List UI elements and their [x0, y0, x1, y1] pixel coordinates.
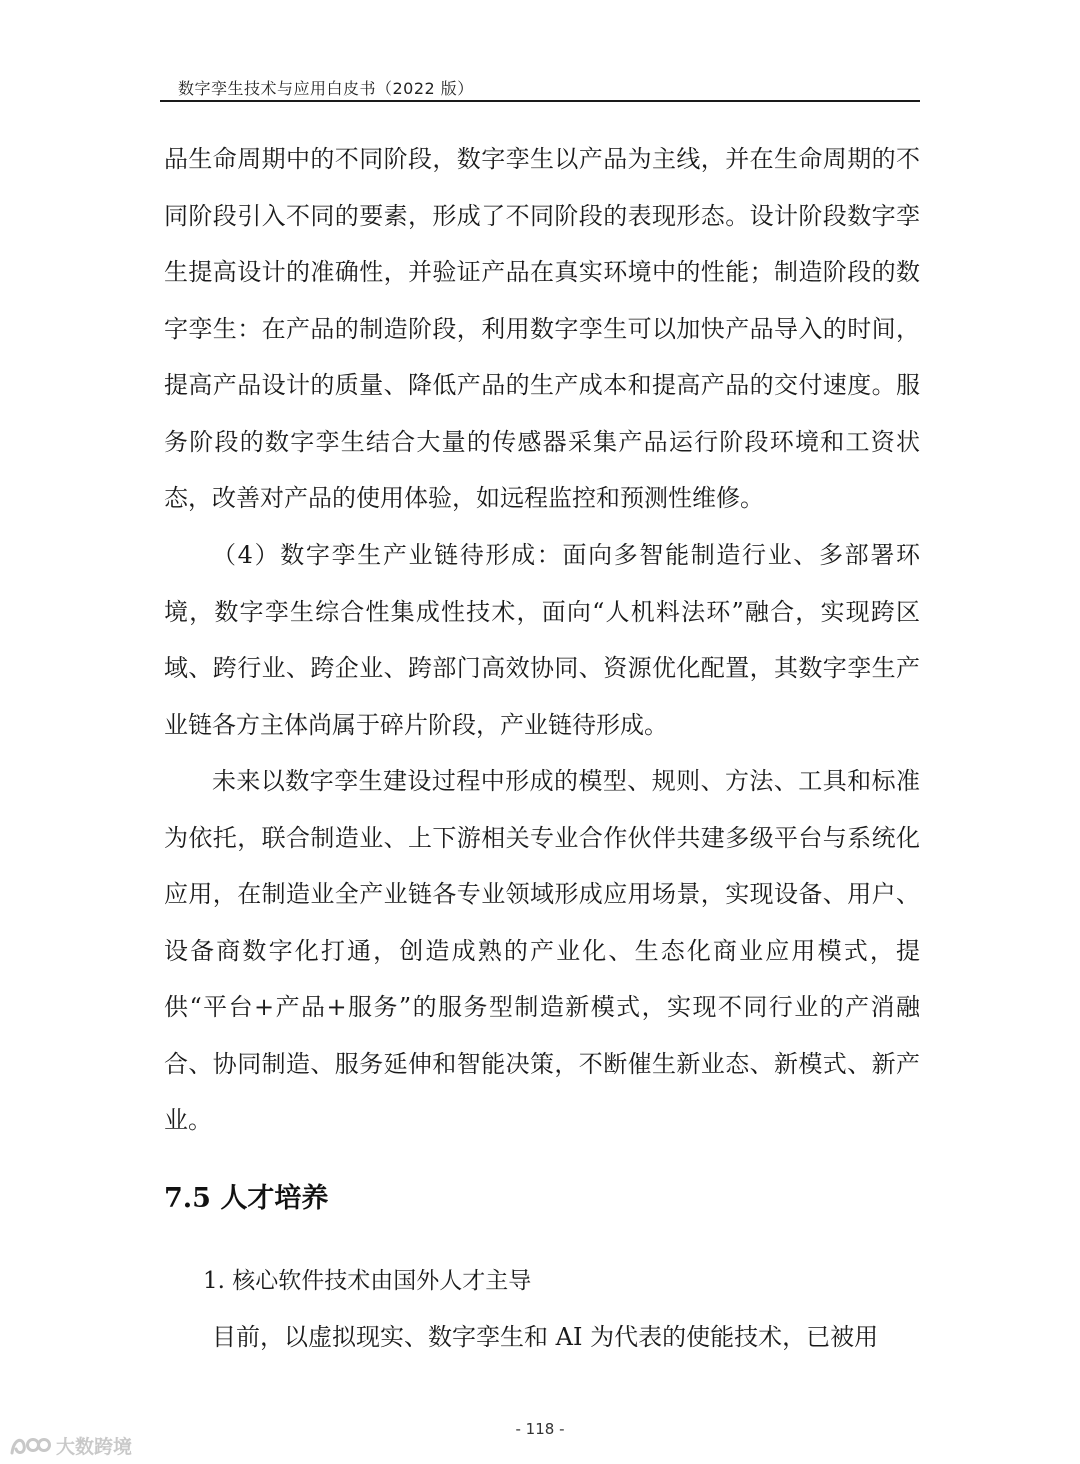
watermark-text: 大数跨境	[56, 1436, 133, 1458]
running-header: 数字孪生技术与应用白皮书（2022 版）	[178, 79, 474, 98]
body-paragraph-3: 未来以数字孪生建设过程中形成的模型、规则、方法、工具和标准为依托，联合制造业、上下游相关专业合作伙伴共建多级平台与系统化应用，在制造业全产业链各专业领域形成应用场景，实现设备、用户、设备商数字化打通，创造成熟的产业化、生态化商业应用模式，提供“平台+产品+服务”的服务型制造新模式，实现不同行业的产消融合、协同制造、服务延伸和智能决策，不断催生新业态、新模式、新产业。	[164, 767, 920, 1134]
section-heading: 7.5 人才培养	[164, 1183, 329, 1214]
page-number: - 118 -	[515, 1420, 565, 1438]
sub-heading: 1. 核心软件技术由国外人才主导	[203, 1268, 532, 1294]
body-paragraph-1: 品生命周期中的不同阶段，数字孪生以产品为主线，并在生命周期的不同阶段引入不同的要素，形成了不同阶段的表现形态。设计阶段数字孪生提高设计的准确性，并验证产品在真实环境中的性能；制造阶段的数字孪生：在产品的制造阶段，利用数字孪生可以加快产品导入的时间，提高产品设计的质量、降低产品的生产成本和提高产品的交付速度。服务阶段的数字孪生结合大量的传感器采集产品运行阶段环境和工资状态，改善对产品的使用体验，如远程监控和预测性维修。	[164, 145, 920, 512]
header-rule	[160, 100, 920, 102]
brand-logo-icon	[8, 1433, 52, 1459]
body-paragraph-4: 目前，以虚拟现实、数字孪生和 AI 为代表的使能技术，已被用	[212, 1323, 879, 1351]
watermark	[8, 1432, 132, 1459]
body-paragraph-2: （4）数字孪生产业链待形成：面向多智能制造行业、多部署环境，数字孪生综合性集成性技术，面向“人机料法环”融合，实现跨区域、跨行业、跨企业、跨部门高效协同、资源优化配置，其数字孪生产业链各方主体尚属于碎片阶段，产业链待形成。	[164, 541, 920, 739]
